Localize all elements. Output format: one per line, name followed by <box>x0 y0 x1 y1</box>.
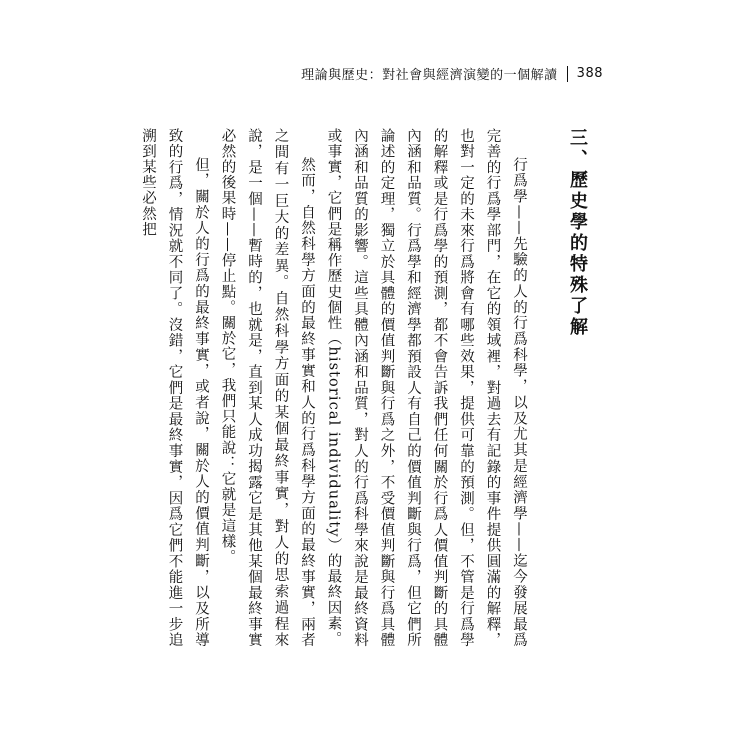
running-header <box>301 64 603 83</box>
paragraph-1: 行爲學——先驗的人的行爲科學，以及尤其是經濟學——迄今發展最爲完善的行爲學部門，在它的領域裡，對過去有記錄的事件提供圓滿的解釋，也對一定的未來行爲將會有哪些效果，提供可靠的預測。但，不管是行爲學的解釋或是行爲學的預測，都不會告訴我們任何關於行爲人價值判斷的具體內涵和品質。行爲學和經濟學都預設人有自己的價值判斷與行爲，但它們所論述的定理，獨立於具體的價值判斷與行爲之外，不受價值判斷與行爲具體內涵和品質的影響。這些具體內涵和品質，對人的行爲科學來說是最終資料或事實，它們是稱作歷史個性（historical individuality）的最終因素。 <box>325 128 527 648</box>
header-divider <box>567 66 568 82</box>
body-text <box>140 128 532 648</box>
paragraph-3: 但，關於人的行爲的最終事實，或者說，關於人的價值判斷，以及所導致的行爲，情況就不同了。沒錯，它們是最終事實，因爲它們不能進一步追溯到某些必然把 <box>140 128 209 648</box>
running-header-title: 理論與歷史：對社會與經濟演變的一個解讀 <box>301 68 558 83</box>
page-number: 388 <box>576 66 603 81</box>
paragraph-2: 然而，自然科學方面的最終事實和人的行爲科學方面的最終事實，兩者之間有一巨大的差異。自然科學方面的某個最終事實，對人的思索過程來說，是一個——暫時的，也就是，直到某人成功揭露它是其他某個最終事實必然的後果時——停止點。關於它，我們只能說：它就是這樣。 <box>219 128 315 648</box>
section-heading: 三、歷史學的特殊了解 <box>567 128 588 338</box>
